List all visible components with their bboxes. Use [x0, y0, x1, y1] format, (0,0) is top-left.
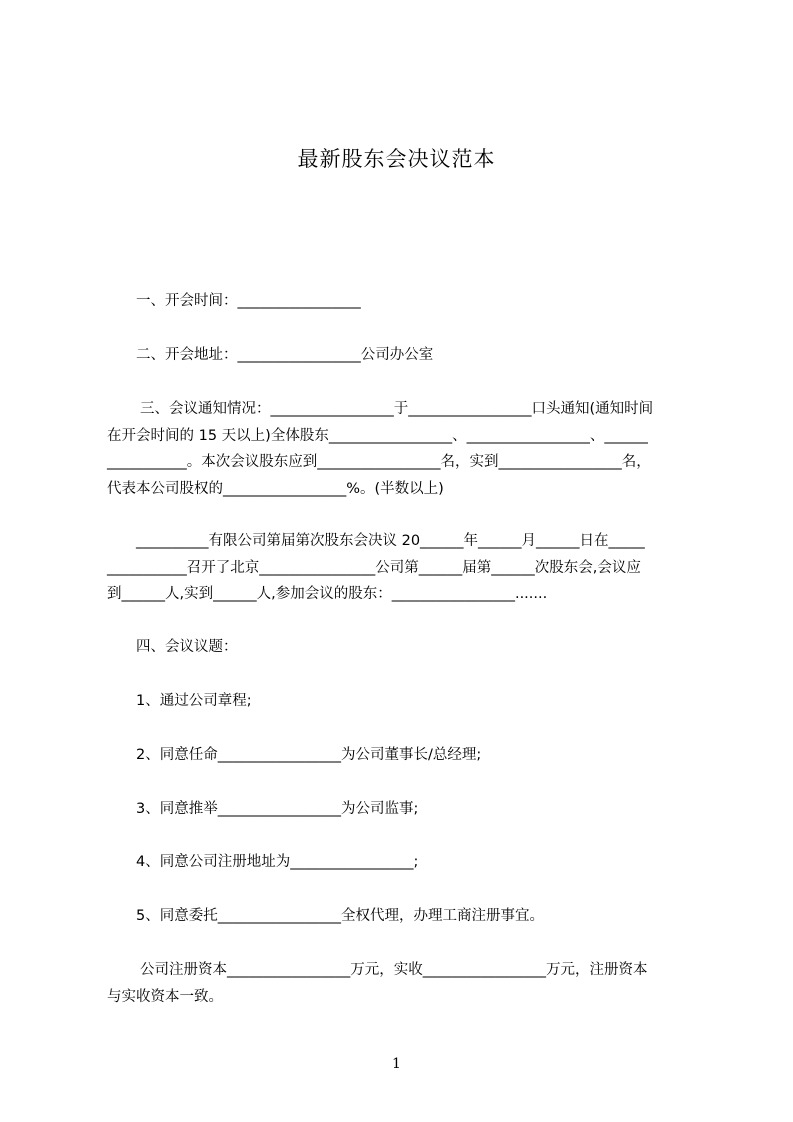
- agenda-item-1: 1、通过公司章程;: [136, 693, 252, 709]
- agenda-item-3: 3、同意推举_________________为公司监事;: [136, 801, 419, 817]
- notice-line-4: 代表本公司股权的_________________%。(半数以上): [107, 481, 444, 497]
- agenda-item-4: 4、同意公司注册地址为_________________;: [136, 854, 419, 870]
- meeting-time-line: 一、开会时间：_________________: [136, 293, 361, 309]
- page-number: 1: [392, 1056, 401, 1072]
- agenda-item-5: 5、同意委托_________________全权代理，办理工商注册事宜。: [136, 908, 544, 924]
- resolution-line-3: 到______人,实到______人,参加会议的股东：_________________.......: [107, 586, 548, 602]
- resolution-line-2: ___________召开了北京________________公司第______届第______次股东会,会议应: [107, 560, 641, 576]
- meeting-address-line: 二、开会地址：_________________公司办公室: [136, 347, 434, 363]
- resolution-line-1: __________有限公司第届第次股东会决议 20______年______月______日在_____: [136, 533, 645, 549]
- agenda-heading: 四、会议议题：: [136, 639, 238, 655]
- notice-line-1: 三、会议通知情况：_________________于_________________口头通知(通知时间: [140, 401, 654, 417]
- agenda-item-2: 2、同意任命_________________为公司董事长/总经理;: [136, 747, 482, 763]
- capital-line-2: 与实收资本一致。: [107, 989, 223, 1005]
- capital-line-1: 公司注册资本_________________万元，实收_________________万元，注册资本: [140, 962, 648, 978]
- notice-line-3: ___________。本次会议股东应到_________________名，实到_________________名，: [107, 454, 651, 470]
- document-title: 最新股东会决议范本: [297, 147, 496, 171]
- notice-line-2: 在开会时间的 15 天以上)全体股东_________________、_________________、______: [107, 428, 648, 444]
